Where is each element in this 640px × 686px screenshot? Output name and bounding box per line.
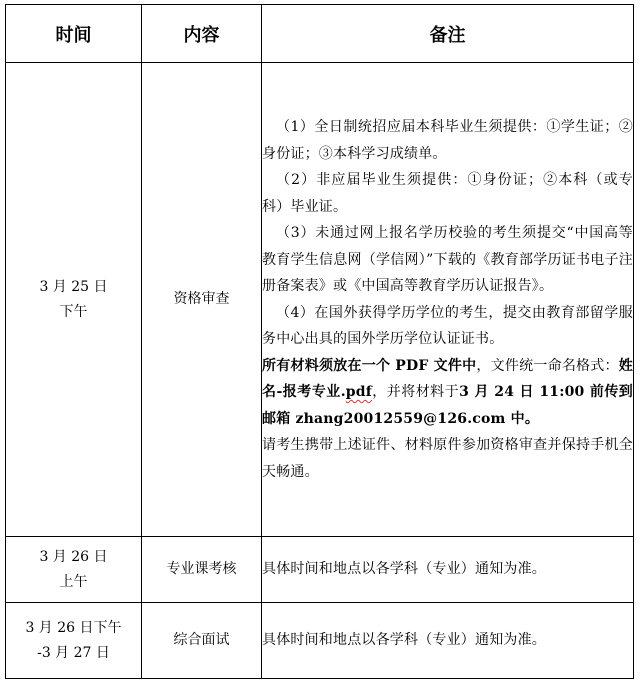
time-line-2: 下午 (59, 303, 88, 320)
filename-extension: pdf (345, 384, 372, 400)
content-cell: 专业课考核 (142, 537, 262, 603)
time-line-1: 3 月 25 日 (39, 278, 108, 295)
table-row-qualification (6, 63, 634, 537)
time-line-2: 上午 (59, 573, 88, 590)
note-paragraph-3: （3）未通过网上报名学历校验的考生须提交“中国高等教育学生信息网（学信网）”下载的《教育部学历证书电子注册备案表》或《中国高等教育学历认证报告》。 (262, 225, 633, 294)
deadline-and-email: 3 月 24 日 11:00 前传到邮箱 zhang20012559@126.com 中。 (262, 384, 634, 427)
note-cell (262, 63, 634, 537)
table-header-row (6, 5, 634, 63)
content-cell: 综合面试 (142, 603, 262, 679)
note-cell: 具体时间和地点以各学科（专业）通知为准。 (262, 603, 634, 679)
filename-format: 姓名-报考专业. (262, 357, 633, 400)
time-line-1: 3 月 26 日下午 (25, 619, 122, 636)
time-cell (6, 537, 142, 603)
time-cell (6, 63, 142, 537)
time-line-1: 3 月 26 日 (39, 548, 108, 565)
note-paragraph-4: （4）在国外获得学历学位的考生，提交由教育部留学服务中心出具的国外学历学位认证证书。 (262, 304, 633, 347)
naming-format-intro: ，文件统一命名格式： (476, 357, 619, 374)
table-row-major-exam (6, 537, 634, 603)
content-cell: 资格审查 (142, 63, 262, 537)
pdf-requirement-text: 所有材料须放在一个 PDF 文件中 (262, 357, 477, 374)
note-paragraph-5 (262, 353, 633, 433)
header-content: 内容 (142, 5, 262, 63)
table-row-interview (6, 603, 634, 679)
note-paragraph-1: （1）全日制统招应届本科毕业生须提供：①学生证；②身份证；③本科学习成绩单。 (262, 119, 633, 162)
note-cell: 具体时间和地点以各学科（专业）通知为准。 (262, 537, 634, 603)
note-paragraph-2: （2）非应届毕业生须提供：①身份证；②本科（或专科）毕业证。 (262, 172, 633, 215)
time-line-2: -3 月 27 日 (37, 644, 110, 661)
schedule-table (5, 4, 634, 679)
time-cell (6, 603, 142, 679)
note-paragraph-6: 请考生携带上述证件、材料原件参加资格审查并保持手机全天畅通。 (262, 437, 633, 480)
submit-intro: ，并将材料于 (371, 384, 460, 400)
header-time: 时间 (6, 5, 142, 63)
header-note: 备注 (262, 5, 634, 63)
